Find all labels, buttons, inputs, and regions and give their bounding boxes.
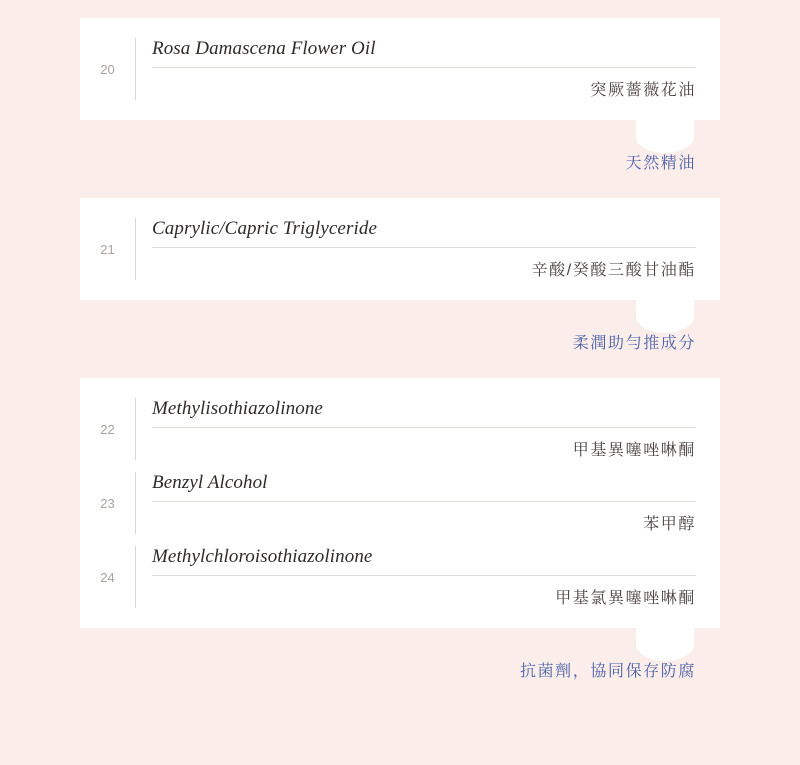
ingredient-name-zh-wrap xyxy=(152,247,696,280)
ingredient-name-zh: 甲基異噻唑啉酮 xyxy=(572,442,696,459)
ingredient-name-en: Rosa Damascena Flower Oil xyxy=(152,38,376,59)
row-index: 24 xyxy=(100,569,115,585)
ingredient-name-zh: 辛酸/癸酸三酸甘油酯 xyxy=(531,262,696,279)
table-row[interactable] xyxy=(80,32,720,106)
ingredient-name-en: Caprylic/Capric Triglyceride xyxy=(152,218,377,239)
ingredient-name-en: Methylisothiazolinone xyxy=(152,398,323,419)
row-index: 20 xyxy=(100,61,115,77)
ingredient-name-zh-wrap xyxy=(152,427,696,460)
row-body xyxy=(135,472,696,534)
ingredient-name-zh-wrap xyxy=(152,67,696,100)
row-body xyxy=(135,38,696,100)
row-body xyxy=(135,398,696,460)
row-body xyxy=(135,218,696,280)
row-index: 21 xyxy=(100,241,115,257)
ingredient-name-zh-wrap xyxy=(152,575,696,608)
group-callout xyxy=(520,628,720,681)
row-index: 22 xyxy=(100,421,115,437)
group-callout-label: 抗菌劑，協同保存防腐 xyxy=(519,663,696,680)
ingredient-group-natural-essential-oil xyxy=(80,18,720,120)
ingredient-name-zh: 突厥薔薇花油 xyxy=(590,82,696,99)
table-row[interactable] xyxy=(80,212,720,286)
ingredient-name-zh: 苯甲醇 xyxy=(643,516,696,533)
top-spacer xyxy=(0,0,800,18)
row-index: 23 xyxy=(100,495,115,511)
ingredient-name-en: Methylchloroisothiazolinone xyxy=(152,546,373,567)
ingredient-group-preservative xyxy=(80,378,720,628)
row-body xyxy=(135,546,696,608)
ingredient-name-en: Benzyl Alcohol xyxy=(152,472,268,493)
group-callout-label: 柔潤助勻推成分 xyxy=(572,335,696,352)
ingredient-name-zh: 甲基氯異噻唑啉酮 xyxy=(555,590,696,607)
group-callout xyxy=(573,300,720,353)
group-callout-label: 天然精油 xyxy=(625,155,696,172)
table-row[interactable] xyxy=(80,540,720,614)
ingredient-name-zh-wrap xyxy=(152,501,696,534)
ingredient-group-emollient xyxy=(80,198,720,300)
table-row[interactable] xyxy=(80,392,720,466)
group-callout xyxy=(626,120,720,173)
table-row[interactable] xyxy=(80,466,720,540)
